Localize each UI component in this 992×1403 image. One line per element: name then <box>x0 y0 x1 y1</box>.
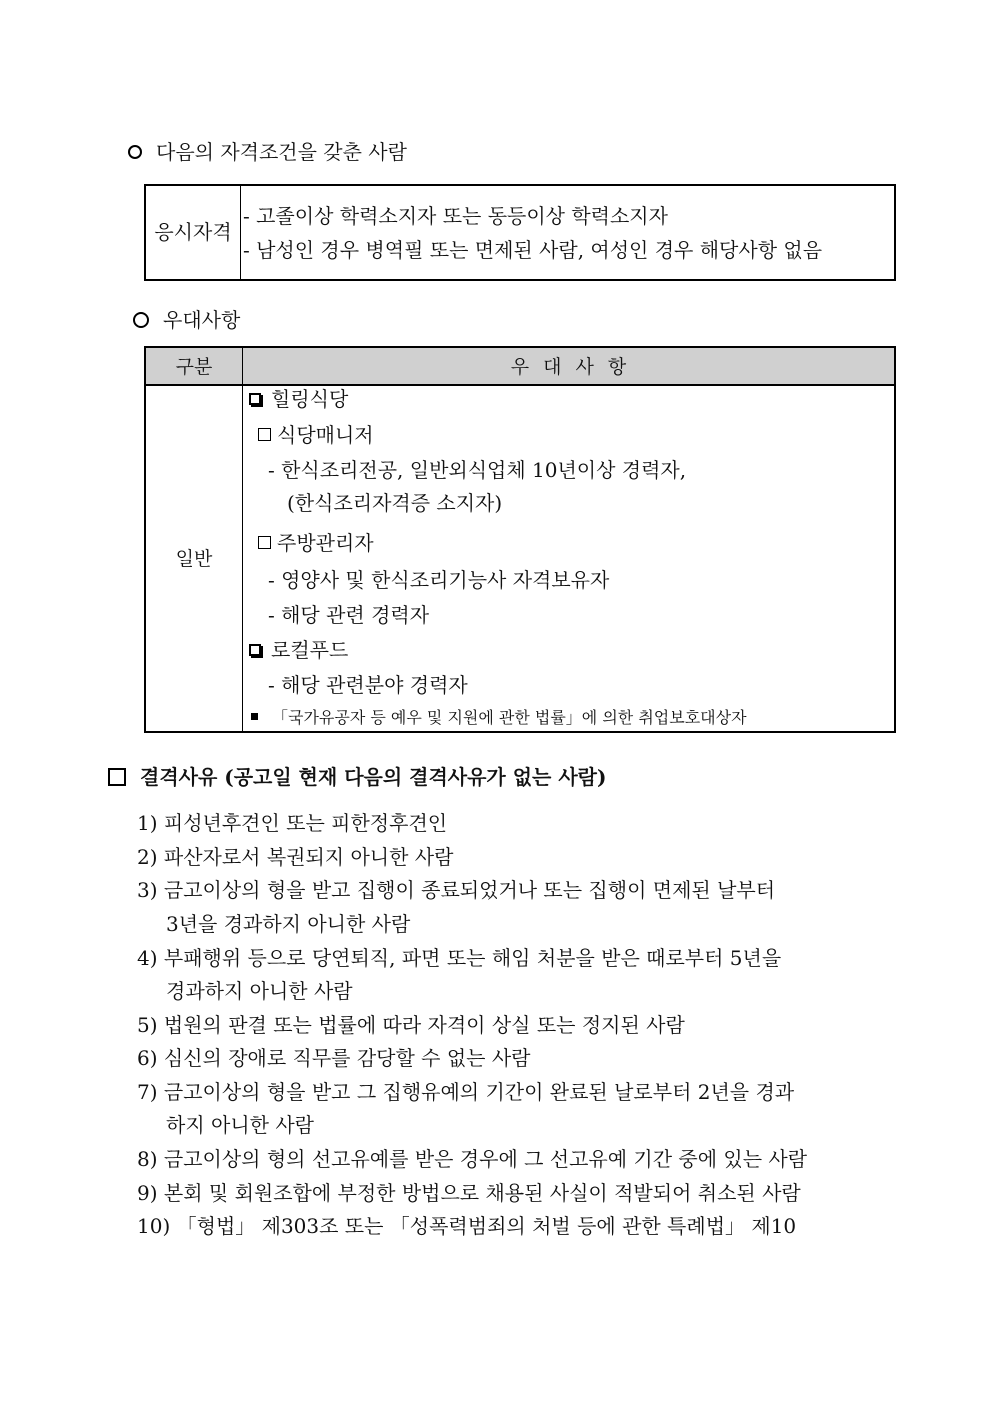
list-item: 6) 심신의 장애로 직무를 감당할 수 없는 사람 <box>137 1046 531 1070</box>
section2-heading: 우대사항 <box>133 307 240 333</box>
row-label-general: 일반 <box>175 548 213 570</box>
list-item: 1) 피성년후견인 또는 피한정후견인 <box>137 811 448 835</box>
item-healing: 힐링식당 <box>249 386 348 412</box>
manager-line-1: - 한식조리전공, 일반외식업체 10년이상 경력자, <box>268 458 687 482</box>
list-item: 10) 「형법」 제303조 또는 「성폭력범죄의 처벌 등에 관한 특례법」 제10 <box>137 1214 797 1238</box>
kitchen-line-1: - 영양사 및 한식조리기능사 자격보유자 <box>268 568 610 592</box>
qualification-table <box>144 184 896 281</box>
table-divider <box>240 186 241 279</box>
qualification-line-2: - 남성인 경우 병역필 또는 면제된 사람, 여성인 경우 해당사항 없음 <box>243 238 823 262</box>
item-kitchen: 주방관리자 <box>258 530 374 556</box>
list-item-continuation: 3년을 경과하지 아니한 사람 <box>166 912 411 936</box>
circle-bullet-icon <box>128 145 142 159</box>
section3-heading: 결격사유 (공고일 현재 다음의 결격사유가 없는 사람) <box>108 764 606 790</box>
qualification-label: 응시자격 <box>154 220 232 244</box>
section1-heading: 다음의 자격조건을 갖춘 사람 <box>128 139 407 165</box>
item-manager: 식당매니저 <box>258 422 374 448</box>
manager-line-2: (한식조리자격증 소지자) <box>287 491 503 515</box>
list-item: 5) 법원의 판결 또는 법률에 따라 자격이 상실 또는 정지된 사람 <box>137 1013 685 1037</box>
list-item: 3) 금고이상의 형을 받고 집행이 종료되었거나 또는 집행이 면제된 날부터 <box>137 878 776 902</box>
qualification-line-1: - 고졸이상 학력소지자 또는 동등이상 학력소지자 <box>243 204 668 228</box>
table-divider <box>242 348 243 731</box>
circle-bullet-icon <box>133 312 149 328</box>
list-item: 2) 파산자로서 복권되지 아니한 사람 <box>137 845 454 869</box>
header-preference: 우대사항 <box>510 356 641 378</box>
checkbox-square-icon <box>258 428 271 441</box>
list-item: 7) 금고이상의 형을 받고 그 집행유예의 기간이 완료된 날로부터 2년을 경과 <box>137 1080 795 1104</box>
list-item-continuation: 경과하지 아니한 사람 <box>166 979 353 1003</box>
square-bullet-icon <box>249 393 261 405</box>
local-line-1: - 해당 관련분야 경력자 <box>268 673 468 697</box>
checkbox-square-icon <box>108 768 126 786</box>
list-item-continuation: 하지 아니한 사람 <box>166 1113 314 1137</box>
item-local: 로컬푸드 <box>249 637 348 663</box>
list-item: 9) 본회 및 회원조합에 부정한 방법으로 채용된 사실이 적발되어 취소된 사람 <box>137 1181 801 1205</box>
checkbox-square-icon <box>258 536 271 549</box>
item-veterans: 「국가유공자 등 예우 및 지원에 관한 법률」에 의한 취업보호대상자 <box>251 707 747 729</box>
square-bullet-icon <box>249 644 261 656</box>
list-item: 8) 금고이상의 형의 선고유예를 받은 경우에 그 선고유예 기간 중에 있는 사람 <box>137 1147 808 1171</box>
small-square-bullet-icon <box>251 713 258 720</box>
list-item: 4) 부패행위 등으로 당연퇴직, 파면 또는 해임 처분을 받은 때로부터 5년을 <box>137 946 782 970</box>
header-category: 구분 <box>175 356 213 378</box>
kitchen-line-2: - 해당 관련 경력자 <box>268 603 430 627</box>
